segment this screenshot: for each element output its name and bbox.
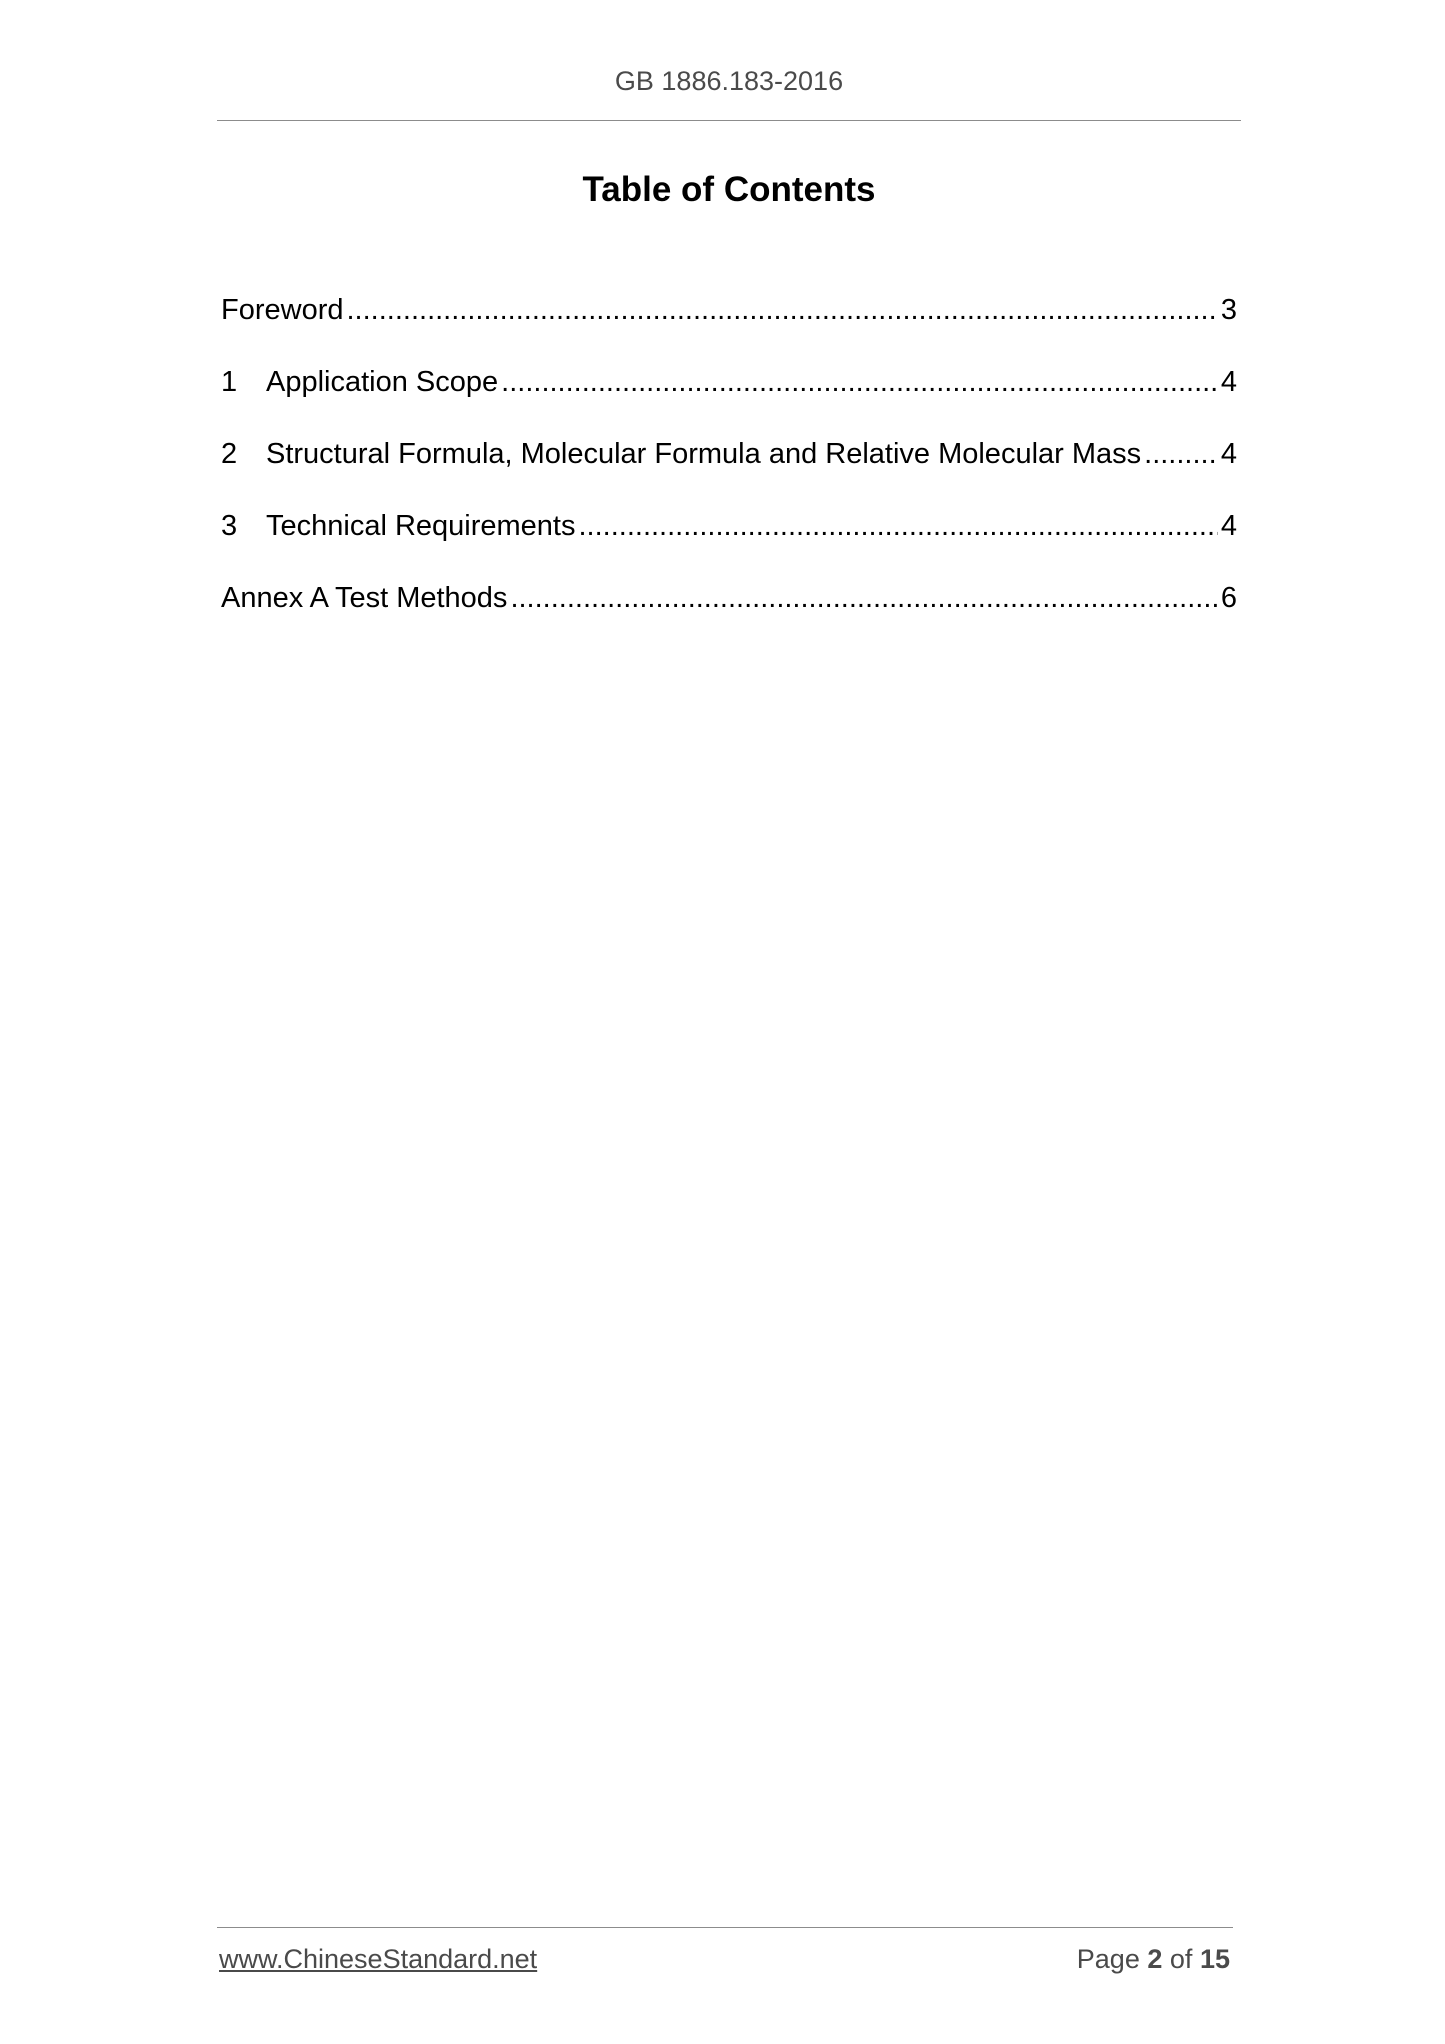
toc-dot-leader (510, 578, 1217, 618)
of-word: of (1169, 1944, 1193, 1974)
toc-entry-annex-a[interactable] (221, 578, 1237, 650)
toc-entry-page: 4 (1220, 366, 1237, 398)
page-word: Page (1076, 1944, 1140, 1974)
toc-dot-leader (578, 506, 1217, 546)
toc-dot-leader (501, 362, 1218, 402)
toc-entry-number: 3 (221, 510, 238, 542)
toc-entry-page: 3 (1220, 294, 1237, 326)
toc-entry-label: Structural Formula, Molecular Formula and Relative Molecular Mass (266, 438, 1142, 470)
toc-entry-page: 4 (1220, 510, 1237, 542)
toc-entry-label: Foreword (221, 294, 344, 326)
toc-title: Table of Contents (582, 170, 876, 209)
total-pages-number: 15 (1199, 1944, 1230, 1974)
page-header: GB 1886.183-2016 (614, 66, 844, 96)
page-indicator (1077, 1944, 1230, 1975)
toc-entry-application-scope[interactable] (221, 362, 1237, 434)
toc-entry-number: 2 (221, 438, 238, 470)
toc-entry-label: Application Scope (266, 366, 499, 398)
toc-dot-leader (347, 290, 1218, 330)
toc-entry-page: 4 (1220, 438, 1237, 470)
toc-entry-structural-formula[interactable] (221, 434, 1237, 506)
current-page-number: 2 (1147, 1944, 1163, 1974)
header-divider (217, 120, 1241, 121)
toc-entry-foreword[interactable] (221, 290, 1237, 362)
toc-entry-label: Annex A Test Methods (221, 582, 508, 614)
toc-entry-page: 6 (1220, 582, 1237, 614)
toc-dot-leader (1144, 434, 1218, 474)
table-of-contents (221, 290, 1237, 650)
website-link[interactable]: www.ChineseStandard.net (219, 1944, 538, 1974)
toc-entry-label: Technical Requirements (266, 510, 576, 542)
footer-divider (217, 1927, 1233, 1928)
toc-entry-number: 1 (221, 366, 238, 398)
toc-entry-technical-requirements[interactable] (221, 506, 1237, 578)
